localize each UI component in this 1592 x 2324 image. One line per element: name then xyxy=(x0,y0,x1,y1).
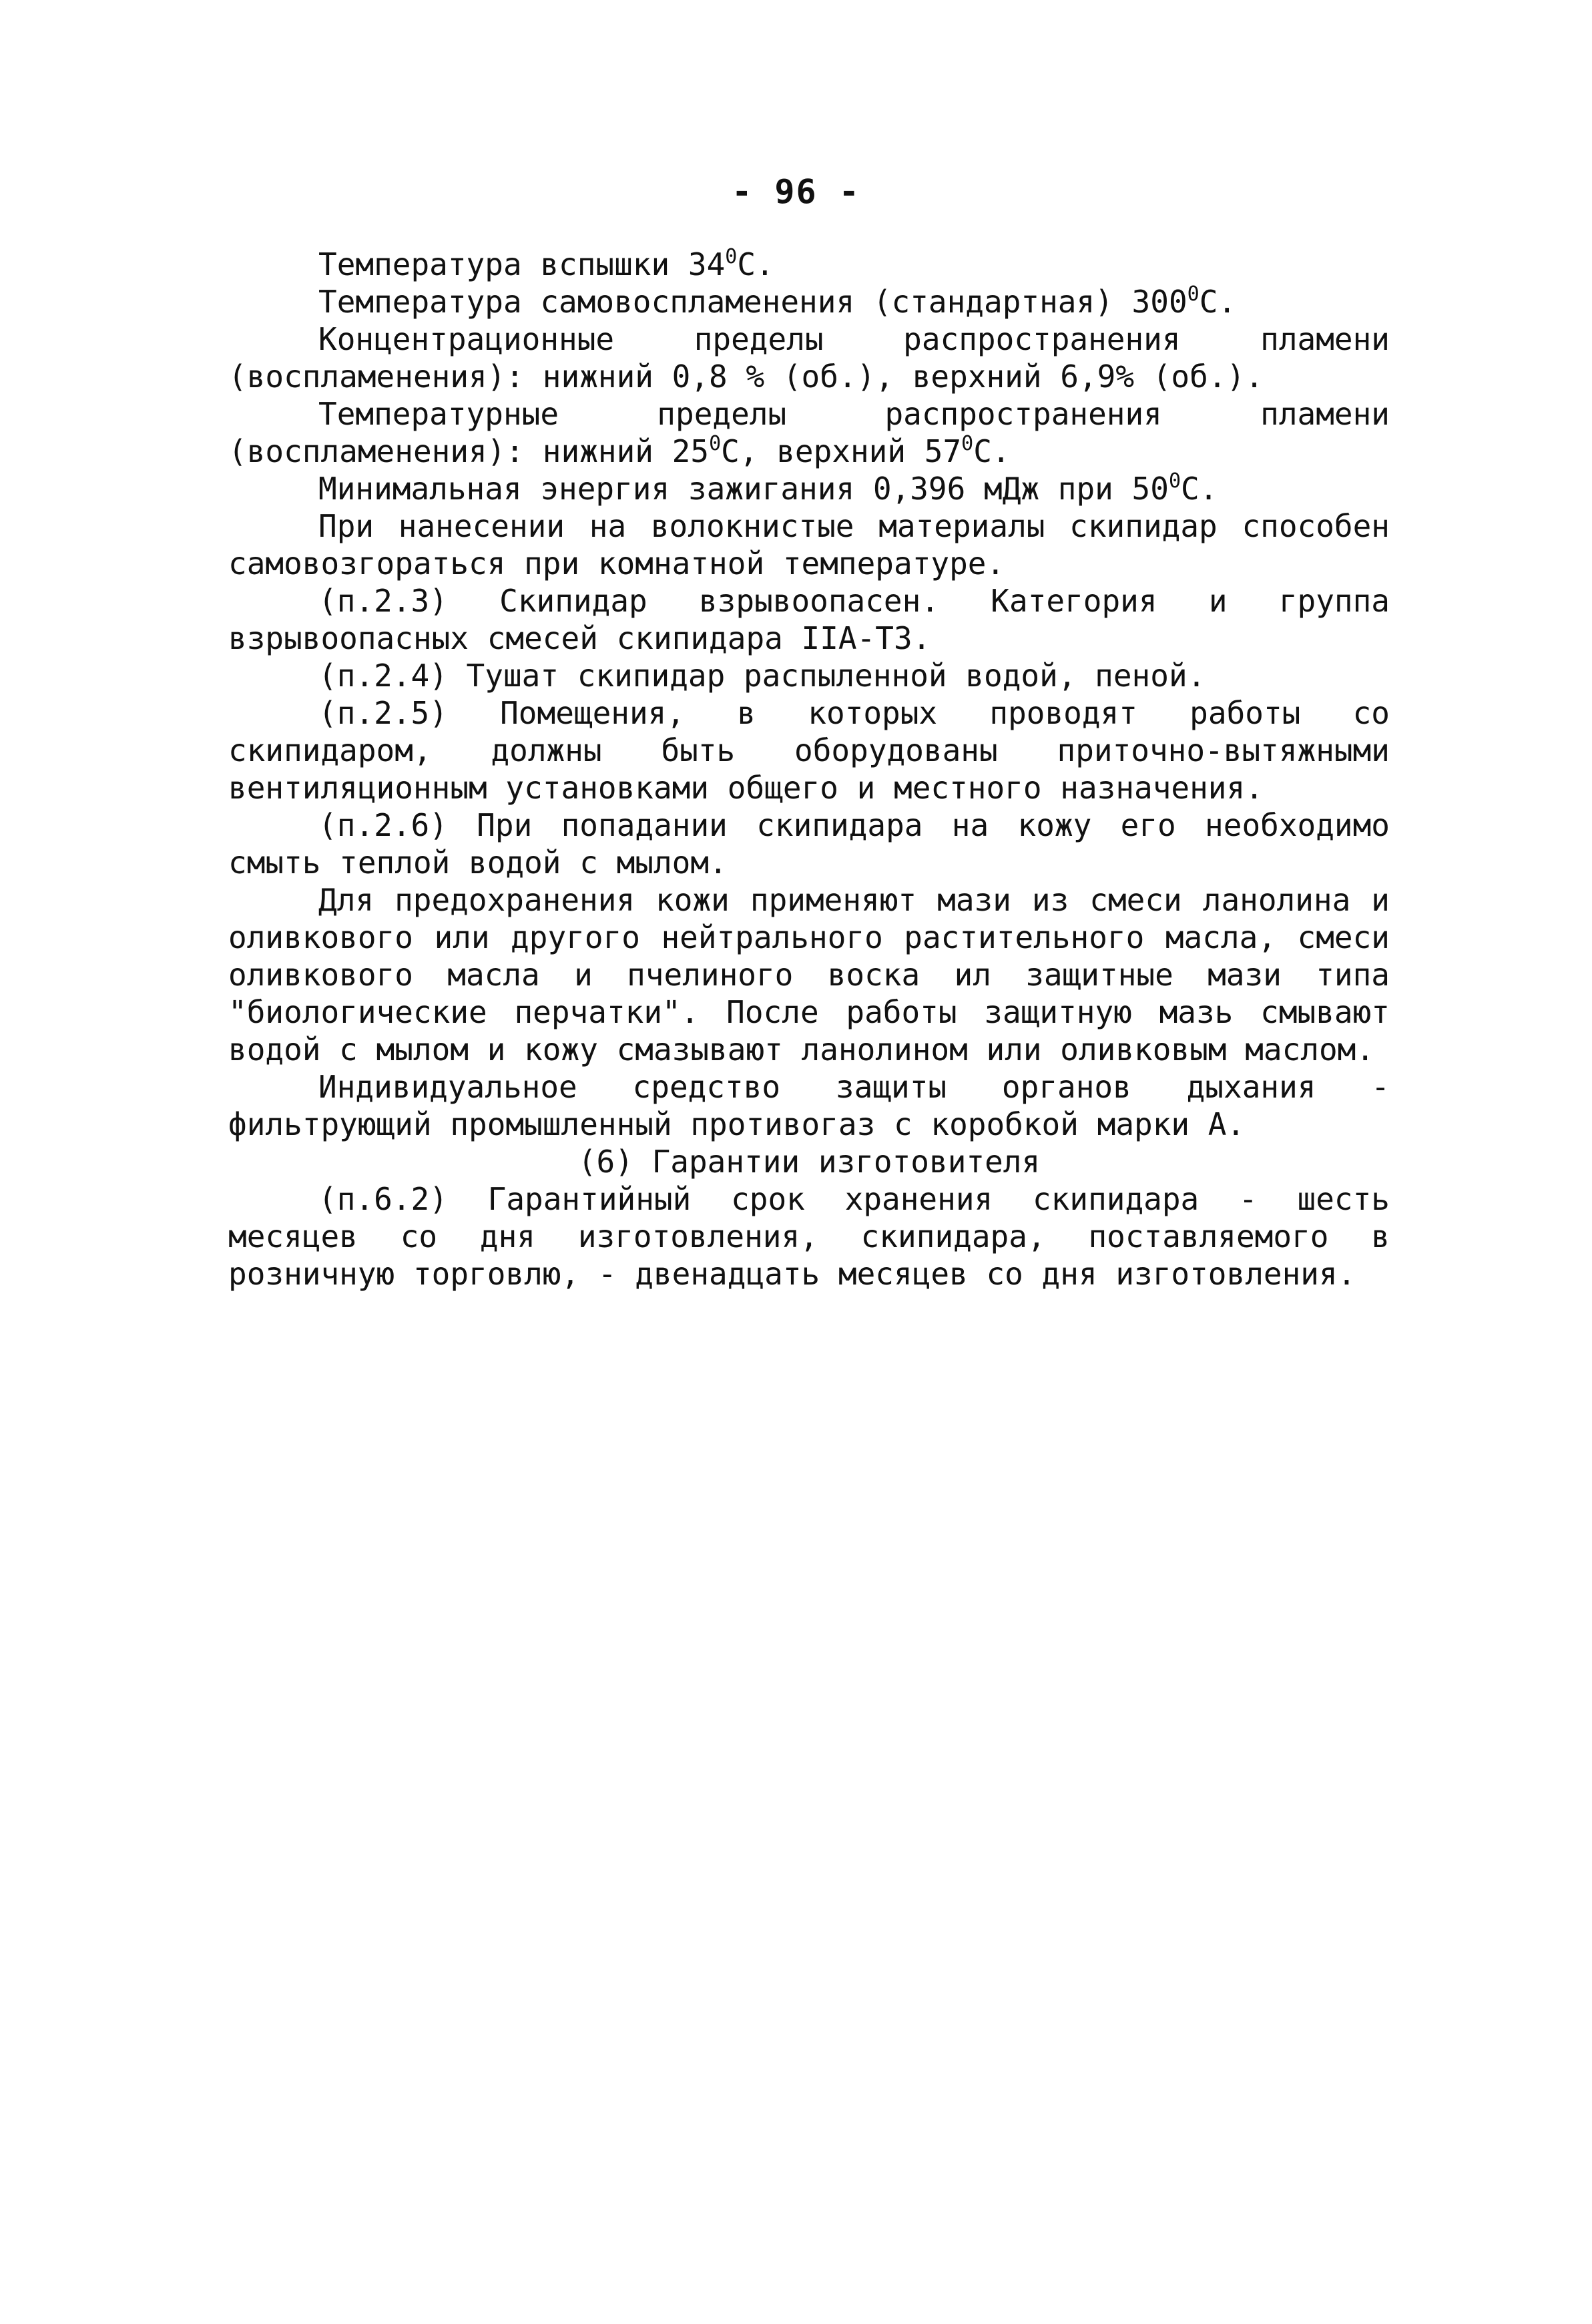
paragraph-p-2-6: (п.2.6) При попадании скипидара на кожу его необходимо смыть теплой водой с мылом. xyxy=(228,807,1390,881)
paragraph-p-2-3: (п.2.3) Скипидар взрывоопасен. Категория и группа взрывоопасных смесей скипидара IIА-Т3. xyxy=(228,583,1390,656)
degree-superscript: 0 xyxy=(725,245,738,268)
temperature-limits-middle: С, верхний 57 xyxy=(721,433,962,469)
autoignition-unit: С. xyxy=(1199,284,1237,320)
document-body xyxy=(228,246,1390,1293)
temperature-limits-unit: С. xyxy=(973,433,1011,469)
autoignition-text: Температура самовоспламенения (стандартная) 300 xyxy=(318,284,1187,320)
page-number: - 96 - xyxy=(732,172,860,211)
section-heading: (6) Гарантии изготовителя xyxy=(577,1144,1041,1180)
paragraph-temperature-limits xyxy=(228,395,1390,470)
degree-superscript: 0 xyxy=(1168,469,1181,493)
paragraph-p-2-4: (п.2.4) Тушат скипидар распыленной водой, пеной. xyxy=(318,658,1206,694)
degree-superscript: 0 xyxy=(961,432,974,455)
paragraph-respiratory-protection: Индивидуальное средство защиты органов дыхания - фильтрующий промышленный противогаз с коробкой марки А. xyxy=(228,1069,1390,1142)
paragraph-flash-point xyxy=(228,246,1390,283)
flash-point-unit: С. xyxy=(737,246,774,282)
paragraph-p-6-2: (п.6.2) Гарантийный срок хранения скипидара - шесть месяцев со дня изготовления, скипидара, поставляемого в розничную торговлю, - двенадцать месяцев со дня изготовления. xyxy=(228,1181,1390,1292)
paragraph-concentration-limits: Концентрационные пределы распространения пламени (воспламенения): нижний 0,8 % (об.), верхний 6,9% (об.). xyxy=(228,321,1390,395)
degree-superscript: 0 xyxy=(709,432,722,455)
paragraph-fibrous-materials: При нанесении на волокнистые материалы скипидар способен самовозгораться при комнатной температуре. xyxy=(228,508,1390,582)
flash-point-text: Температура вспышки 34 xyxy=(318,246,726,282)
temperature-limits-text: Температурные пределы распространения пламени (воспламенения): нижний 25 xyxy=(228,396,1390,469)
paragraph-min-ignition-energy xyxy=(228,470,1390,507)
paragraph-p-2-5: (п.2.5) Помещения, в которых проводят работы со скипидаром, должны быть оборудованы приточно-вытяжными вентиляционным установками общего и местного назначения. xyxy=(228,695,1390,806)
min-ignition-energy-text: Минимальная энергия зажигания 0,396 мДж при 50 xyxy=(318,471,1169,507)
paragraph-autoignition xyxy=(228,283,1390,320)
degree-superscript: 0 xyxy=(1187,282,1200,306)
paragraph-skin-protection: Для предохранения кожи применяют мази из смеси ланолина и оливкового или другого нейтрального растительного масла, смеси оливкового масла и пчелиного воска ил защитные мази типа "биологические перчатки". После работы защитную мазь смывают водой с мылом и кожу смазывают ланолином или оливковым маслом. xyxy=(228,882,1390,1068)
min-ignition-energy-unit: С. xyxy=(1181,471,1218,507)
